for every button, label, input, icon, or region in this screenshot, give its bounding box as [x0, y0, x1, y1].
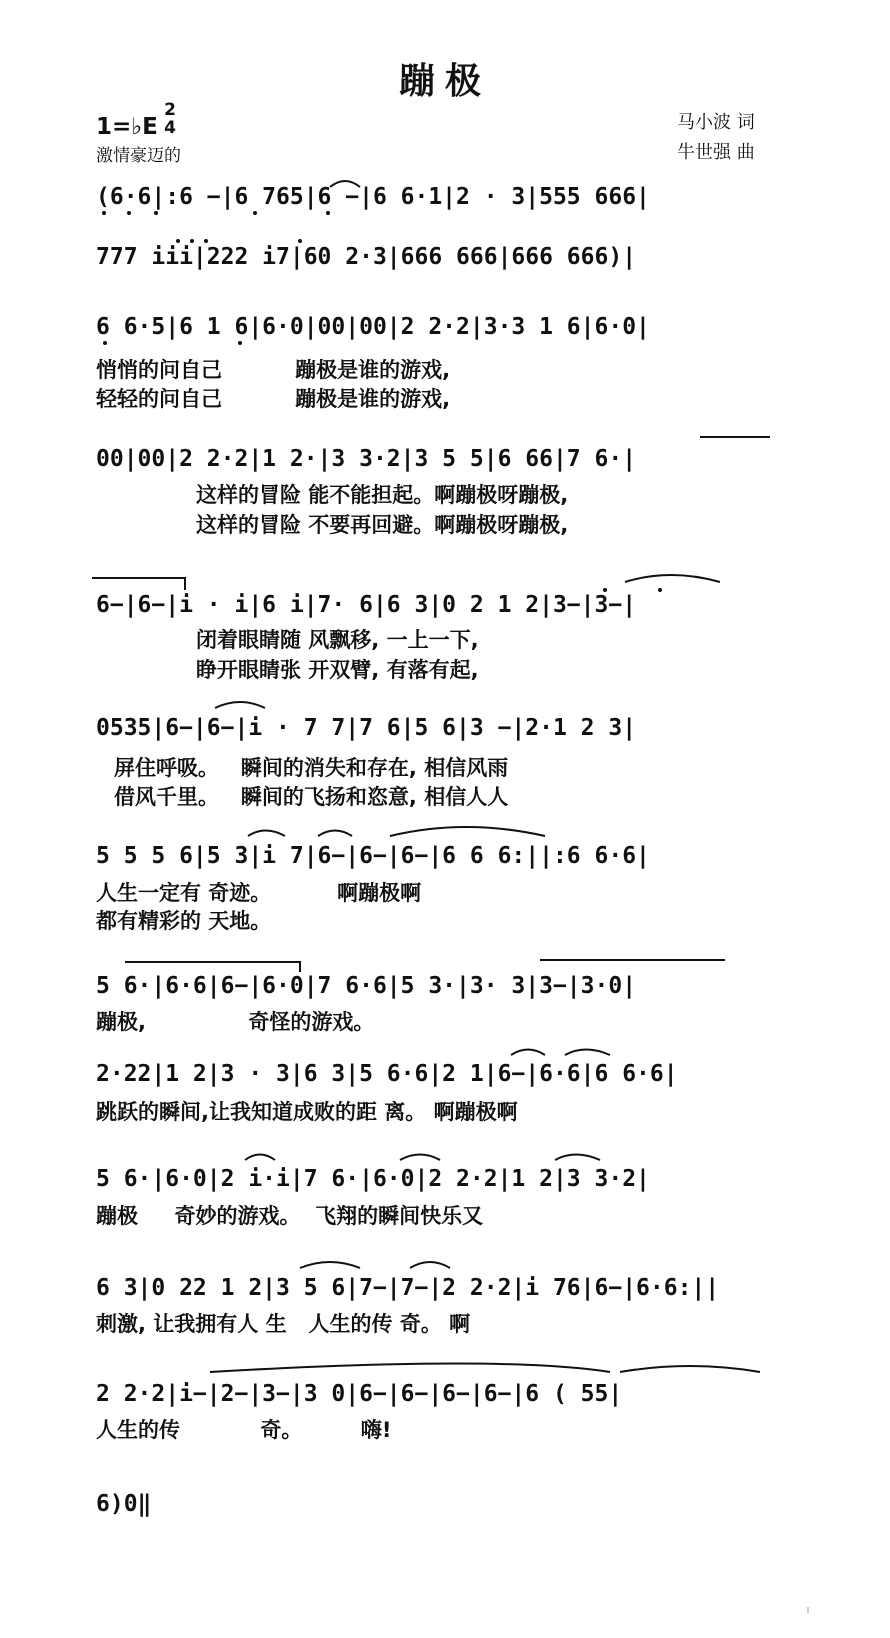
lyric-line-12: 人生的传 奇。 嗨!: [96, 1418, 392, 1442]
slur: [555, 1155, 600, 1161]
notation-line-5: 6−|6−|i · i|6 i|7· 6|6 3|0 2 1 2|3−|3−|: [96, 592, 637, 618]
slur: [215, 702, 265, 708]
notation-line-10: 5 6·|6·0|2 i·i|7 6·|6·0|2 2·2|1 2|3 3·2|: [96, 1166, 650, 1192]
song-title: 蹦极: [398, 61, 491, 102]
lyric-line-7a: 人生一定有 奇迹。 啊蹦极啊: [96, 881, 422, 905]
slur: [625, 575, 720, 582]
lyric-line-6b: 借风千里。 瞬间的飞扬和恣意, 相信人人: [114, 785, 509, 809]
tempo-marking: 激情豪迈的: [96, 146, 181, 166]
slur: [248, 831, 285, 837]
octave-dot: [154, 211, 158, 215]
tie-line: [125, 962, 300, 972]
lyric-line-9: 跳跃的瞬间,让我知道成败的距 离。 啊蹦极啊: [96, 1100, 518, 1124]
octave-dot: [102, 211, 106, 215]
octave-dot: [127, 211, 131, 215]
slur: [210, 1364, 610, 1373]
notation-line-8: 5 6·|6·6|6−|6·0|7 6·6|5 3·|3· 3|3−|3·0|: [96, 973, 637, 999]
slur: [318, 831, 352, 837]
tie-line: [92, 578, 185, 590]
octave-dot: [253, 211, 257, 215]
octave-dot: [238, 341, 242, 345]
slur: [330, 181, 360, 187]
lyric-line-6a: 屏住呼吸。 瞬间的消失和存在, 相信风雨: [114, 756, 509, 780]
slur: [400, 1155, 440, 1161]
slur: [245, 1155, 275, 1161]
lyric-line-5b: 睁开眼睛张 开双臂, 有落有起,: [196, 658, 479, 682]
slur: [300, 1262, 360, 1268]
slur: [390, 827, 545, 836]
notation-line-7: 5 5 5 6|5 3|i 7|6−|6−|6−|6 6 6:||:6 6·6|: [96, 843, 650, 869]
octave-dot: [190, 239, 194, 243]
octave-dot: [658, 588, 662, 592]
notation-line-2: 777 iii|222 i7|60 2·3|666 666|666 666)|: [96, 244, 637, 270]
lyric-line-7b: 都有精彩的 天地。: [96, 909, 272, 933]
lyric-line-11: 刺激, 让我拥有人 生 人生的传 奇。 啊: [96, 1312, 471, 1336]
slur: [565, 1050, 610, 1056]
notation-line-4: 00|00|2 2·2|1 2·|3 3·2|3 5 5|6 66|7 6·|: [96, 446, 637, 472]
lyric-line-10: 蹦极 奇妙的游戏。 飞翔的瞬间快乐又: [96, 1204, 484, 1228]
key-signature: 1=♭E: [96, 114, 158, 140]
octave-dot: [176, 239, 180, 243]
octave-dot: [204, 239, 208, 243]
composer-credit: 牛世强 曲: [677, 142, 755, 163]
octave-dot: [298, 239, 302, 243]
notation-line-11: 6 3|0 22 1 2|3 5 6|7−|7−|2 2·2|i 76|6−|6·6:||: [96, 1275, 720, 1301]
notation-line-12: 2 2·2|i−|2−|3−|3 0|6−|6−|6−|6−|6 ( 55|: [96, 1381, 623, 1407]
notation-line-6: 0535|6−|6−|i · 7 7|7 6|5 6|3 −|2·1 2 3|: [96, 715, 637, 741]
notation-line-1: (6·6|:6 −|6 765|6 −|6 6·1|2 · 3|555 666|: [96, 184, 650, 210]
lyric-line-4b: 这样的冒险 不要再回避。啊蹦极呀蹦极,: [196, 513, 569, 537]
time-signature-top: 2: [164, 100, 176, 120]
lyric-line-3a: 悄悄的问自己 蹦极是谁的游戏,: [96, 358, 451, 382]
notation-line-13: 6)0‖: [96, 1491, 152, 1517]
slur: [410, 1262, 450, 1268]
notation-line-9: 2·22|1 2|3 · 3|6 3|5 6·6|2 1|6−|6·6|6 6·6|: [96, 1061, 678, 1087]
lyricist-credit: 马小波 词: [677, 112, 755, 133]
slur: [620, 1366, 760, 1372]
time-signature-bottom: 4: [164, 118, 176, 138]
octave-dot: [603, 588, 607, 592]
octave-dot: [326, 211, 330, 215]
lyric-line-8: 蹦极, 奇怪的游戏。: [96, 1010, 375, 1034]
lyric-line-3b: 轻轻的问自己 蹦极是谁的游戏,: [96, 387, 451, 411]
notation-line-3: 6 6·5|6 1 6|6·0|00|00|2 2·2|3·3 1 6|6·0|: [96, 314, 650, 340]
lyric-line-4a: 这样的冒险 能不能担起。啊蹦极呀蹦极,: [196, 483, 569, 507]
slur: [511, 1050, 545, 1056]
lyric-line-5a: 闭着眼睛随 风飘移, 一上一下,: [196, 628, 479, 652]
octave-dot: [103, 341, 107, 345]
